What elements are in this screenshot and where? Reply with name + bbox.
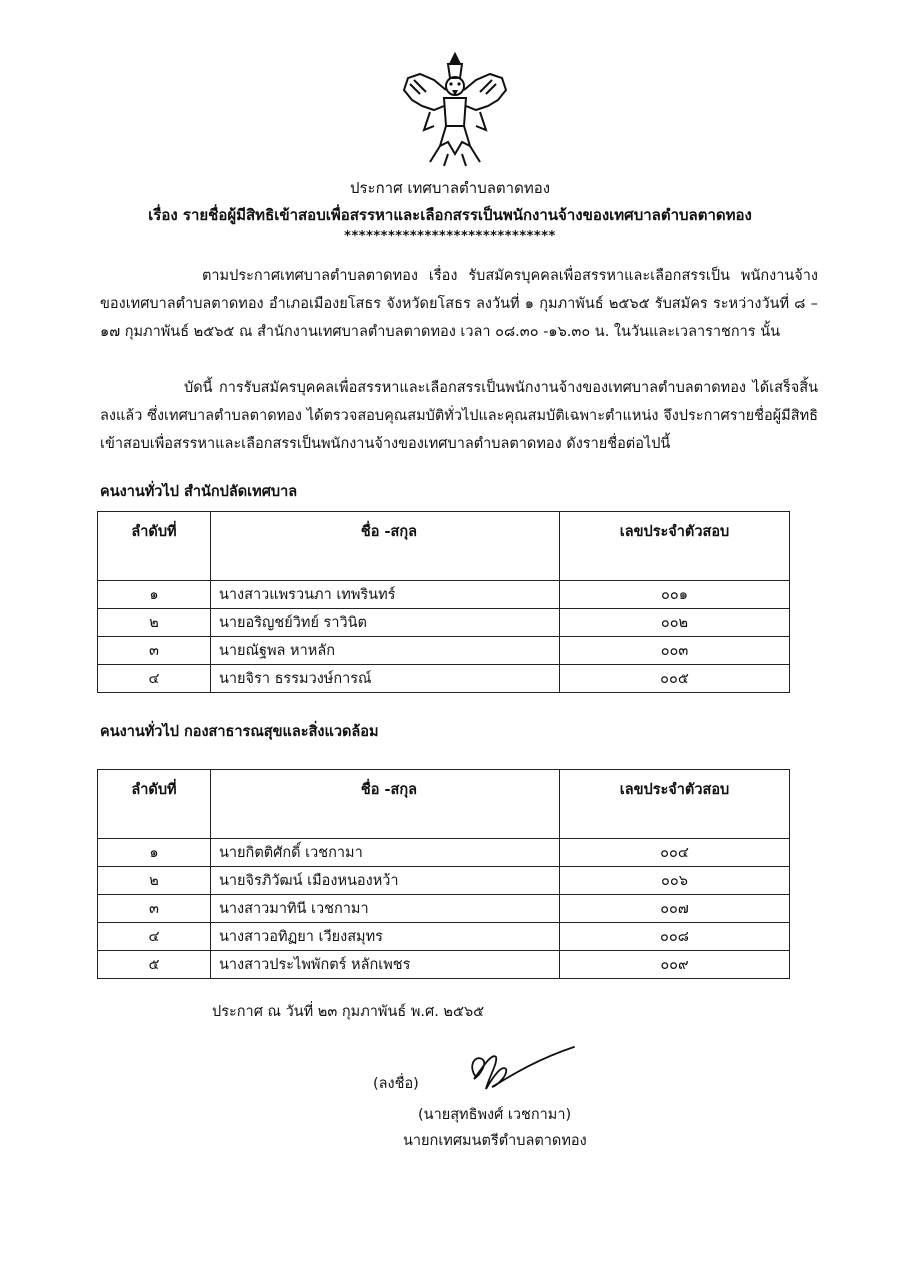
row-name: นายจิรา ธรรมวงษ์การณ์ — [211, 665, 560, 693]
header-exam-id: เลขประจำตัวสอบ — [560, 770, 790, 839]
body-paragraph-1: ตามประกาศเทศบาลตำบลตาดทอง เรื่อง รับสมัครบุคคลเพื่อสรรหาและเลือกสรรเป็น พนักงานจ้างของเทศบาลตำบลตาดทอง อำเภอเมืองยโสธร จังหวัดยโสธร ลงวันที่ ๑ กุมภาพันธ์ ๒๕๖๕ รับสมัคร ระหว่างวันที่ ๘ – ๑๗ กุมภาพันธ์ ๒๕๖๕ ณ สำนักงานเทศบาลตำบลตาดทอง เวลา ๐๘.๓๐ -๑๖.๓๐ น. ในวันและเวลาราชการ นั้น — [100, 268, 818, 340]
row-order: ๓ — [98, 895, 211, 923]
row-exam-id: ๐๐๕ — [560, 665, 790, 693]
row-order: ๑ — [98, 581, 211, 609]
signer-title: นายกเทศมนตรีตำบลตาดทอง — [403, 1133, 587, 1149]
row-order: ๓ — [98, 637, 211, 665]
header-order: ลำดับที่ — [98, 512, 211, 581]
row-name: นายจิรภิวัฒน์ เมืองหนองหว้า — [211, 867, 560, 895]
separator-line: ***************************** — [344, 229, 556, 244]
table-row — [98, 637, 790, 665]
sign-label: (ลงชื่อ) — [373, 1076, 419, 1092]
table-row — [98, 609, 790, 637]
row-name: นายอริญชย์วิทย์ ราวินิต — [211, 609, 560, 637]
signature-icon — [462, 1045, 577, 1095]
row-name: นายณัฐพล หาหลัก — [211, 637, 560, 665]
roster-table-office — [97, 511, 790, 693]
table-row — [98, 839, 790, 867]
row-exam-id: ๐๐๘ — [560, 923, 790, 951]
row-exam-id: ๐๐๓ — [560, 637, 790, 665]
header-name: ชื่อ -สกุล — [211, 512, 560, 581]
table-row — [98, 867, 790, 895]
row-name: นางสาวประไพพักตร์ หลักเพชร — [211, 951, 560, 979]
row-order: ๔ — [98, 923, 211, 951]
row-order: ๑ — [98, 839, 211, 867]
row-name: นางสาวอทิฏยา เวียงสมุทร — [211, 923, 560, 951]
table-row — [98, 951, 790, 979]
header-exam-id: เลขประจำตัวสอบ — [560, 512, 790, 581]
table-header-row — [98, 512, 790, 581]
row-name: นางสาวแพรวนภา เทพรินทร์ — [211, 581, 560, 609]
row-order: ๕ — [98, 951, 211, 979]
table-row — [98, 895, 790, 923]
header-name: ชื่อ -สกุล — [211, 770, 560, 839]
roster-table-public-health — [97, 769, 790, 979]
header-order: ลำดับที่ — [98, 770, 211, 839]
announcement-date: ประกาศ ณ วันที่ ๒๓ กุมภาพันธ์ พ.ศ. ๒๕๖๕ — [212, 1004, 485, 1020]
row-exam-id: ๐๐๖ — [560, 867, 790, 895]
row-exam-id: ๐๐๑ — [560, 581, 790, 609]
row-exam-id: ๐๐๗ — [560, 895, 790, 923]
table-row — [98, 581, 790, 609]
section-title-public-health: คนงานทั่วไป กองสาธารณสุขและสิ่งแวดล้อม — [100, 724, 379, 740]
row-order: ๒ — [98, 609, 211, 637]
section-title-office: คนงานทั่วไป สำนักปลัดเทศบาล — [100, 484, 298, 500]
announcement-title: ประกาศ เทศบาลตำบลตาดทอง — [349, 179, 551, 197]
row-exam-id: ๐๐๒ — [560, 609, 790, 637]
announcement-subject: เรื่อง รายชื่อผู้มีสิทธิเข้าสอบเพื่อสรรหาและเลือกสรรเป็นพนักงานจ้างของเทศบาลตำบลตาดทอง — [148, 206, 752, 224]
table-row — [98, 923, 790, 951]
row-exam-id: ๐๐๔ — [560, 839, 790, 867]
table-header-row — [98, 770, 790, 839]
table-row — [98, 665, 790, 693]
row-order: ๔ — [98, 665, 211, 693]
body-paragraph-2: บัดนี้ การรับสมัครบุคคลเพื่อสรรหาและเลือกสรรเป็นพนักงานจ้างของเทศบาลตำบลตาดทอง ได้เสร็จสิ้นลงแล้ว ซึ่งเทศบาลตำบลตาดทอง ได้ตรวจสอบคุณสมบัติทั่วไปและคุณสมบัติเฉพาะตำแหน่ง จึงประกาศรายชื่อผู้มีสิทธิเข้าสอบเพื่อสรรหาและเลือกสรรเป็นพนักงานจ้างของเทศบาลตำบลตาดทอง ดังรายชื่อต่อไปนี้ — [100, 380, 818, 452]
row-exam-id: ๐๐๙ — [560, 951, 790, 979]
row-order: ๒ — [98, 867, 211, 895]
row-name: นายกิตติศักดิ์ เวชกามา — [211, 839, 560, 867]
garuda-emblem-icon — [400, 50, 510, 172]
signer-name: (นายสุทธิพงศ์ เวชกามา) — [418, 1107, 572, 1123]
row-name: นางสาวมาทินี เวชกามา — [211, 895, 560, 923]
